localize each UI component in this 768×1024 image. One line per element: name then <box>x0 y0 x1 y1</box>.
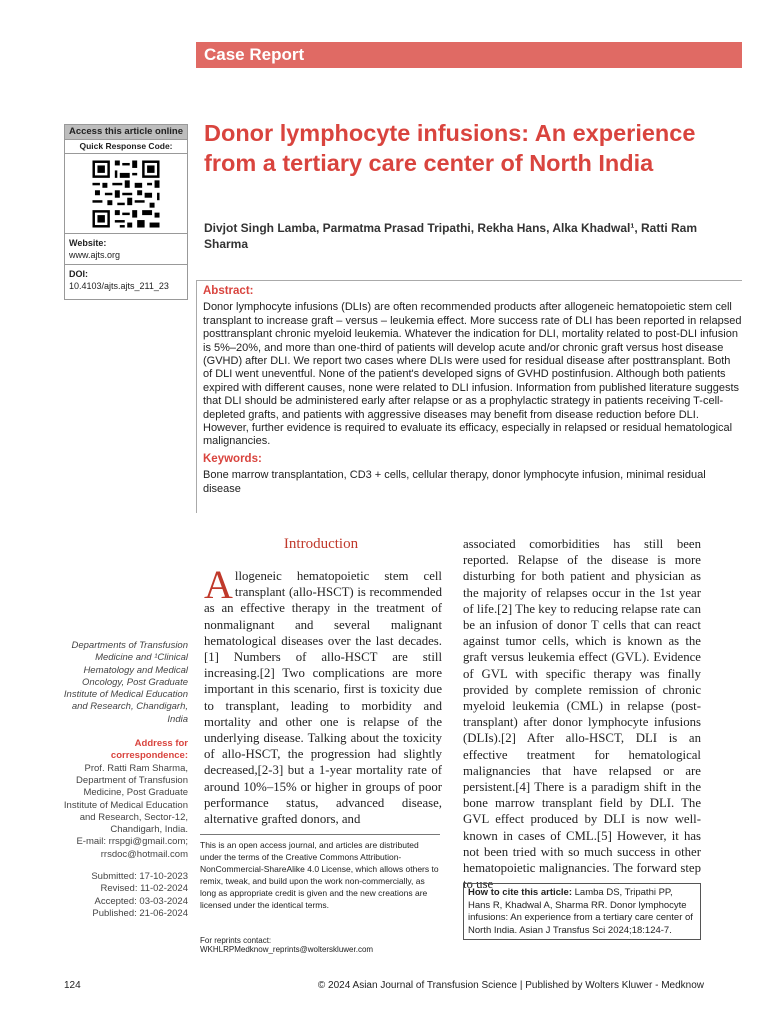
open-access-notice: This is an open access journal, and articles are distributed under the terms of the Creative Commons Attribution-NonCommercial-ShareAlike 4.0 License, which allows others to remix, tweak, and build upon the work non-commercially, as long as appropriate credit is given and the new creations are licensed under the identical terms. <box>200 834 440 939</box>
doi-label: DOI: <box>69 269 88 279</box>
keywords-text: Bone marrow transplantation, CD3 + cells, cellular therapy, donor lymphocyte infusion, minimal residual disease <box>203 469 706 495</box>
correspondence-email[interactable]: E-mail: rrspgi@gmail.com; rrsdoc@hotmail.com <box>76 836 188 860</box>
website-section <box>65 233 187 264</box>
author-list: Divjot Singh Lamba, Parmatma Prasad Tripathi, Rekha Hans, Alka Khadwal¹, Ratti Ram Sharma <box>204 221 698 251</box>
date-revised: Revised: 11-02-2024 <box>100 883 188 895</box>
author-affiliation-sidebar <box>60 640 188 920</box>
citation-box <box>463 883 701 940</box>
date-submitted: Submitted: 17-10-2023 <box>91 871 188 883</box>
abstract-text: Donor lymphocyte infusions (DLIs) are often recommended products after allogeneic hematopoietic stem cell transplant to increase graft – versus – leukemia effect. More success rate of DLI has been reported in relapsed posttransplant chronic myeloid leukemia. Whatever the indication for DLI, mortality related to post-DLI infusion is 5%–20%, and more than one-third of patients will develop acute and/or chronic graft versus host disease (GVHD) after DLI. We report two cases where DLIs were used for residual disease after posttransplant. Both of DLI went uneventful. None of the patient's developed signs of GVHD postinfusion. Although both patients expired with different causes, none were related to DLI infusion. Information from published literature suggests that DLI should be administered early after relapse or as a prophylactic strategy in patients receiving T-cell-depleted grafts, and patients with aggressive diseases may benefit from disease reduction before DLI. However, further evidence is required to evaluate its efficacy, especially in relapsed or residual hematological malignancies. <box>203 301 742 448</box>
doi-value[interactable]: 10.4103/ajts.ajts_211_23 <box>69 281 169 291</box>
article-type-banner: Case Report <box>196 42 742 68</box>
qr-code-icon[interactable] <box>90 158 162 230</box>
correspondence-heading: Address for correspondence: <box>110 738 188 762</box>
introduction-heading: Introduction <box>283 536 359 552</box>
access-article-box <box>64 124 188 300</box>
website-label: Website: <box>69 238 107 248</box>
article-dates <box>60 871 188 920</box>
website-link[interactable]: www.ajts.org <box>69 250 121 260</box>
departments: Departments of Transfusion Medicine and ¹Clinical Hematology and Medical Oncology, Post Graduate Institute of Medical Education and Research, Chandigarh, India <box>63 640 188 725</box>
access-box-heading: Access this article online <box>65 125 187 140</box>
body-column-left <box>204 562 442 827</box>
article-title: Donor lymphocyte infusions: An experience from a tertiary care center of North India <box>204 120 696 176</box>
body-text-left: llogeneic hematopoietic stem cell transplant (allo-HSCT) is recommended as an effective therapy in the treatment of nonmalignant and several malignant hematological diseases over the last decades.[1] Numbers of allo-HSCT are still increasing.[2] Two complications are more important in this scenario, first is toxicity due to transplant, leading to morbidity and mortality and other one is relapse of the underlying disease. Talking about the toxicity of allo-HSCT, the progression had slightly decreased,[2-3] but a 1-year mortality rate of around 10%–15% or higher in groups of poor performance status, advanced disease, alternative grafted donors, and <box>204 569 442 827</box>
reprints-contact: For reprints contact: WKHLRPMedknow_reprints@wolterskluwer.com <box>200 936 374 954</box>
body-column-right: associated comorbidities has still been reported. Relapse of the disease is more disturbing for both patient and physician as the majority of relapses occur in the 1st year of life.[2] The key to reducing relapse rate can be an infusion of donor T cells that can react against tumor cells, which is known as the graft versus leukemia effect (GVL). Evidence of GVL with specific therapy was finally provided by complete remission of chronic myeloid leukemia (CML) in relapse (post-transplant) after donor lymphocyte infusions (DLIs).[2] After allo-HSCT, DLI is an effective treatment for hematological malignancies that have relapsed or are persistent.[4] There is a paradigm shift in the bone marrow transplant field by DLI. The GVL effect produced by DLI is now well-known in cases of CML.[5] However, it has not been tried with so much success in other hematopoietic malignancies. The forward step to use <box>463 537 701 892</box>
date-published: Published: 21-06-2024 <box>92 907 188 919</box>
date-accepted: Accepted: 03-03-2024 <box>94 895 188 907</box>
abstract-box <box>196 280 742 513</box>
qr-code-label: Quick Response Code: <box>65 140 187 154</box>
citation-label: How to cite this article: <box>468 887 572 898</box>
page-number: 124 <box>64 980 81 991</box>
keywords-heading: Keywords: <box>203 452 262 465</box>
citation-text: Lamba DS, Tripathi PP, Hans R, Khadwal A, Sharma RR. Donor lymphocyte infusions: An experience from a tertiary care center of North India. Asian J Transfus Sci 2024;18:124-7. <box>468 887 693 936</box>
correspondence-address: Prof. Ratti Ram Sharma, Department of Transfusion Medicine, Post Graduate Institute of Medical Education and Research, Sector-12, Chandigarh, India. <box>63 762 188 836</box>
drop-cap: A <box>204 562 233 607</box>
doi-section <box>65 264 187 295</box>
journal-footer: © 2024 Asian Journal of Transfusion Science | Published by Wolters Kluwer - Medknow <box>317 980 704 991</box>
abstract-heading: Abstract: <box>203 285 254 297</box>
